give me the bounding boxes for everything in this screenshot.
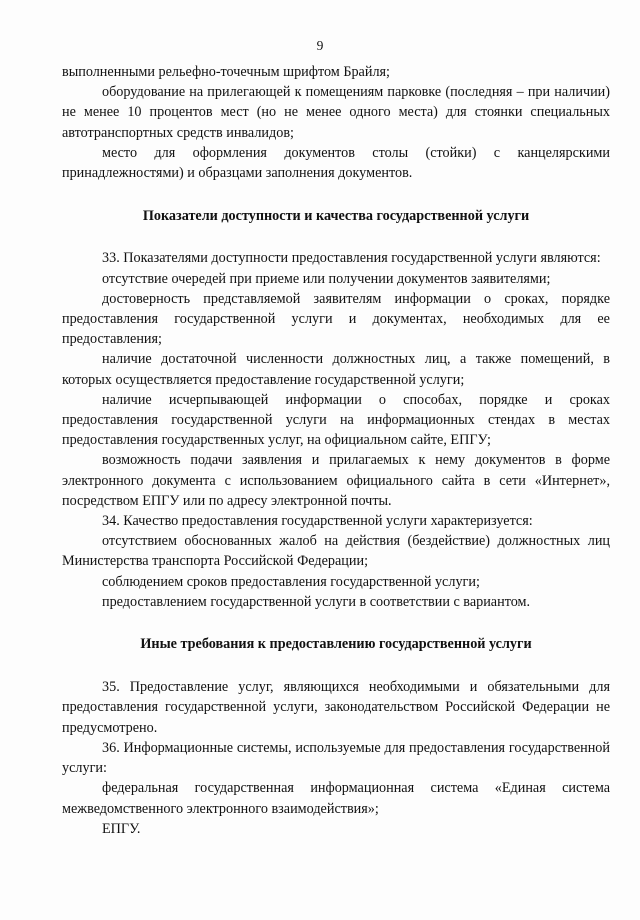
paragraph: федеральная государственная информационная система «Единая система межведомственного электронного взаимодействия»;	[62, 780, 610, 817]
paragraph: ЕПГУ.	[102, 820, 141, 837]
paragraph: отсутствием обоснованных жалоб на действия (бездействие) должностных лиц Министерства транспорта Российской Федерации;	[62, 533, 610, 570]
paragraph: 34. Качество предоставления государственной услуги характеризуется:	[102, 513, 533, 530]
paragraph: соблюдением сроков предоставления государственной услуги;	[102, 573, 480, 590]
paragraph: 36. Информационные системы, используемые для предоставления государственной услуги:	[62, 739, 610, 777]
paragraph: предоставлением государственной услуги в соответствии с вариантом.	[102, 593, 531, 610]
section-accessibility	[62, 248, 610, 612]
section-heading: Иные требования к предоставлению государственной услуги	[140, 636, 532, 653]
paragraph: место для оформления документов столы (стойки) с канцелярскими принадлежностями) и образцами заполнения документов.	[62, 144, 610, 182]
paragraph: наличие исчерпывающей информации о способах, порядке и сроках предоставления государственной услуги на информационных стендах в местах предоставления государственных услуг, на официальном сайте, ЕПГУ;	[62, 391, 610, 449]
section-other-requirements	[62, 677, 610, 839]
intro-paragraphs	[62, 62, 610, 183]
document-body	[62, 62, 610, 839]
section-heading: Показатели доступности и качества государственной услуги	[142, 208, 530, 225]
paragraph: выполненными рельефно-точечным шрифтом Брайля;	[62, 64, 390, 80]
paragraph: оборудование на прилегающей к помещениям парковке (последняя – при наличии) не менее 10 процентов мест (но не менее одного места) для стоянки специальных автотранспортных средств инвалидов;	[62, 84, 610, 141]
paragraph: отсутствие очередей при приеме или получении документов заявителями;	[102, 270, 551, 287]
paragraph: возможность подачи заявления и прилагаемых к нему документов в форме электронного документа с использованием официального сайта в сети «Интернет», посредством ЕПГУ или по адресу электронной почты.	[62, 452, 610, 509]
paragraph: 33. Показателями доступности предоставления государственной услуги являются:	[102, 250, 601, 267]
paragraph: 35. Предоставление услуг, являющихся необходимыми и обязательными для предоставления государственной услуги, законодательством Российской Федерации не предусмотрено.	[62, 679, 610, 736]
paragraph: наличие достаточной численности должностных лиц, а также помещений, в которых осуществляется предоставление государственной услуги;	[62, 351, 610, 388]
page-number: 9	[316, 38, 324, 53]
paragraph: достоверность представляемой заявителям информации о сроках, порядке предоставления государственной услуги и документах, необходимых для ее предоставления;	[62, 290, 610, 348]
